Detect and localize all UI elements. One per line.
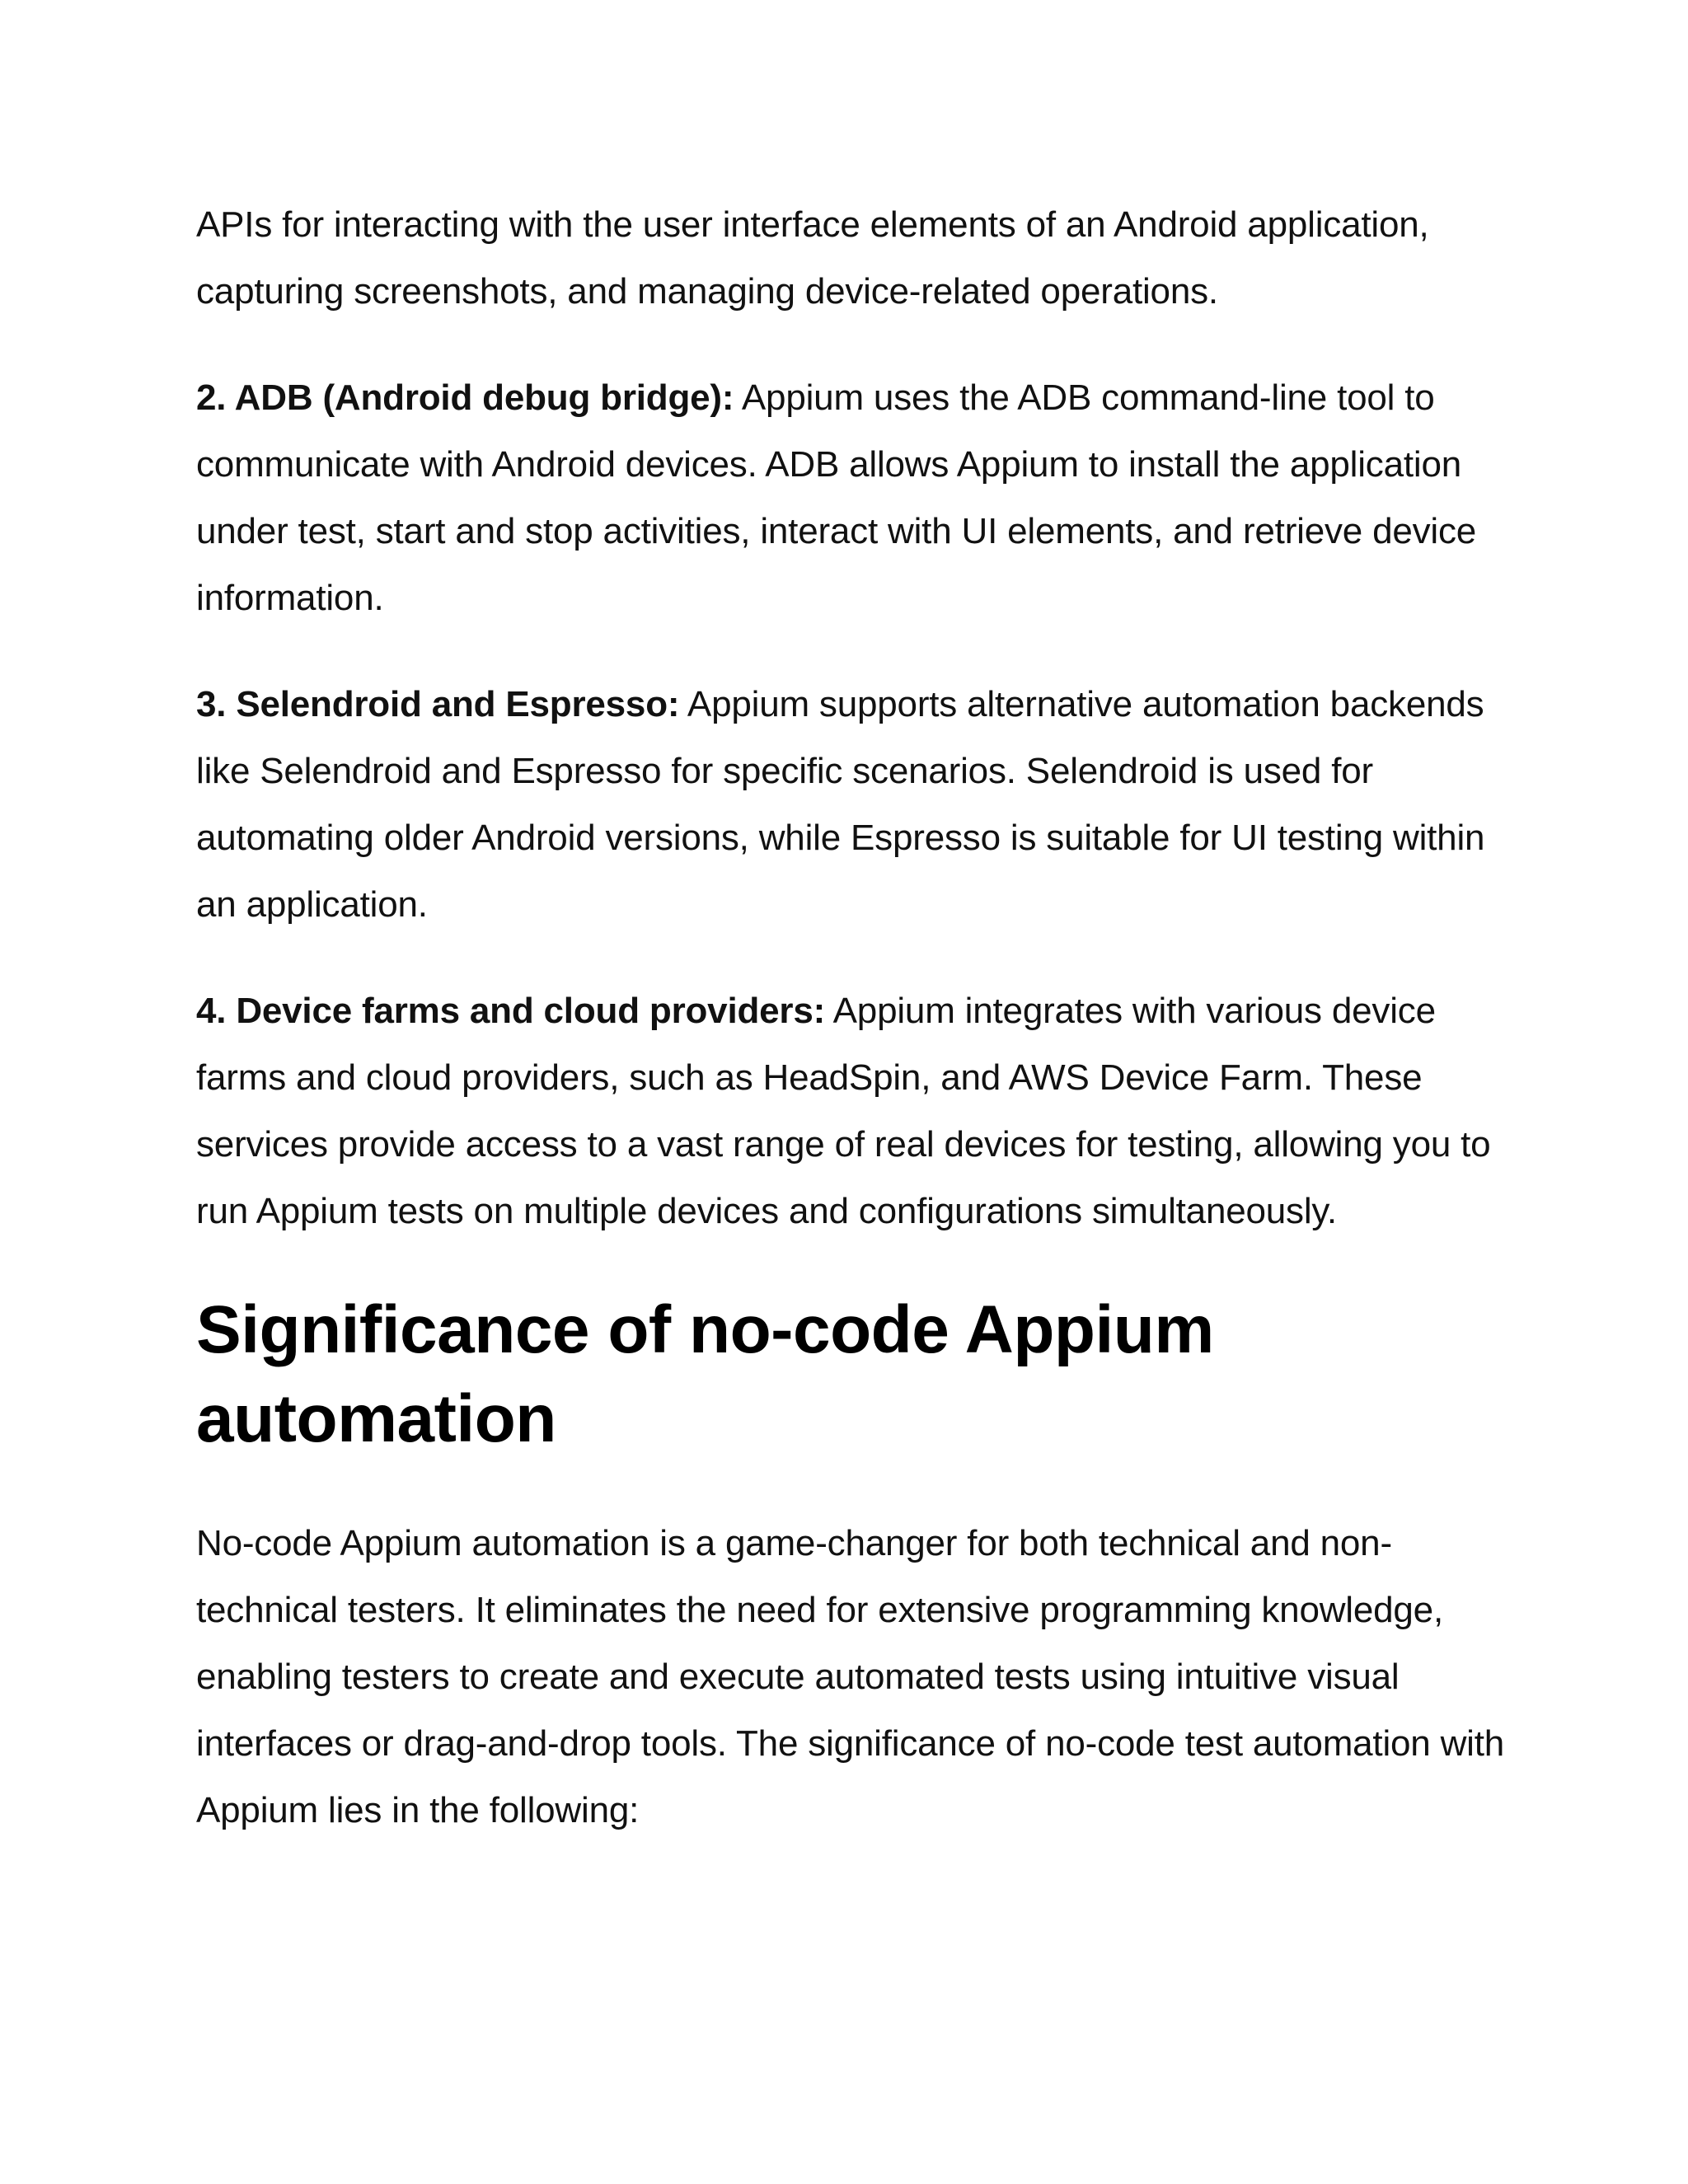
selendroid-espresso-paragraph [196,671,1507,938]
device-farms-paragraph [196,977,1507,1244]
adb-title: 2. ADB (Android debug bridge): [196,377,734,418]
selendroid-espresso-text: Appium supports alternative automation backends like Selendroid and Espresso for specific scenarios. Selendroid is used for automating older Android versions, while Espresso is suitable for UI testing within an application. [196,684,1485,925]
intro-paragraph: APIs for interacting with the user interface elements of an Android application, capturing screenshots, and managing device-related operations. [196,204,1429,312]
document-page [196,191,1507,1883]
section-heading: Significance of no-code Appium automation [196,1292,1214,1456]
selendroid-espresso-title: 3. Selendroid and Espresso: [196,684,680,724]
adb-text: Appium uses the ADB command-line tool to communicate with Android devices. ADB allows Appium to install the application under test, start and stop activities, interact with UI elements, and retrieve device information. [196,377,1477,618]
closing-paragraph: No-code Appium automation is a game-changer for both technical and non-technical testers. It eliminates the need for extensive programming knowledge, enabling testers to create and execute automated tests using intuitive visual interfaces or drag-and-drop tools. The significance of no-code test automation with Appium lies in the following: [196,1523,1505,1830]
device-farms-title: 4. Device farms and cloud providers: [196,991,826,1031]
adb-paragraph [196,364,1507,631]
device-farms-text: Appium integrates with various device farms and cloud providers, such as HeadSpin, and AWS Device Farm. These services provide access to a vast range of real devices for testing, allowing you to run Appium tests on multiple devices and configurations simultaneously. [196,991,1491,1231]
